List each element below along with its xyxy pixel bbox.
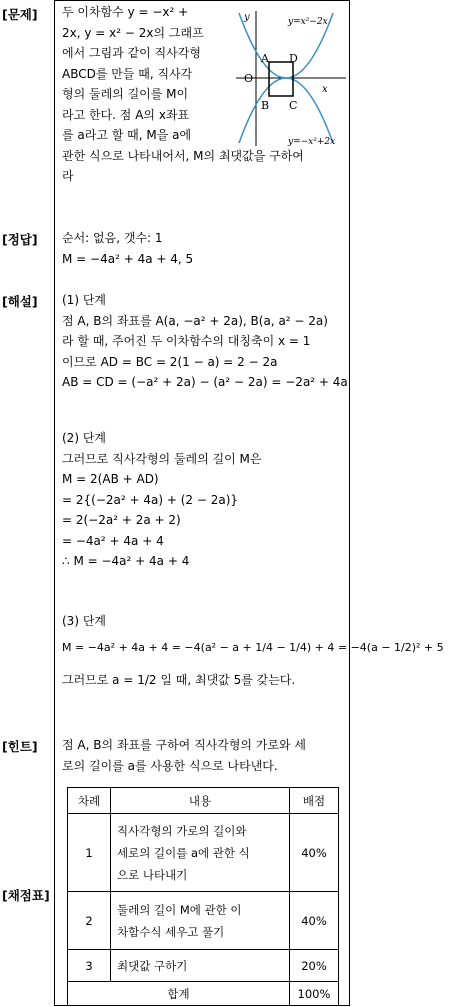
table-header: 차례 bbox=[68, 788, 111, 814]
point-a-label: A bbox=[261, 52, 269, 65]
solution-line: 점 A, B의 좌표를 A(a, −a² + 2a), B(a, a² − 2a) bbox=[62, 313, 328, 328]
content-line: 직사각형의 가로의 길이와 bbox=[117, 823, 247, 838]
row-number: 3 bbox=[68, 950, 111, 982]
solution-line: 그러므로 직사각형의 둘레의 길이 M은 bbox=[62, 451, 262, 466]
problem-line: 라고 한다. 점 A의 x좌표 bbox=[62, 107, 190, 122]
content-line: 차함수식 세우고 풀기 bbox=[117, 924, 225, 939]
solution-line: = −4a² + 4a + 4 bbox=[62, 533, 164, 548]
solution-step-3 bbox=[62, 611, 444, 691]
total-label: 합계 bbox=[68, 982, 290, 1006]
solution-step-2 bbox=[62, 428, 262, 572]
axis-y-label: y bbox=[244, 12, 250, 23]
label-rubric: [채점표] bbox=[2, 888, 50, 903]
solution-line: 그러므로 a = 1/2 일 때, 최댓값 5를 갖는다. bbox=[62, 673, 296, 687]
answer-line: 순서: 없음, 갯수: 1 bbox=[62, 231, 163, 245]
point-b-label: B bbox=[261, 99, 270, 112]
problem-line: 를 a라고 할 때, M을 a에 bbox=[62, 128, 192, 142]
row-content bbox=[111, 892, 290, 950]
eq-top-label: y=x²−2x bbox=[288, 17, 328, 27]
step-title: (2) 단계 bbox=[62, 431, 106, 445]
solution-line: = 2{(−2a² + 4a) + (2 − 2a)} bbox=[62, 492, 239, 507]
table-row bbox=[68, 892, 339, 950]
eq-bottom-label: y=−x²+2x bbox=[288, 137, 336, 147]
answer-text bbox=[62, 228, 193, 269]
parabola-graph bbox=[236, 8, 348, 148]
row-content bbox=[111, 814, 290, 892]
row-score: 20% bbox=[290, 950, 339, 982]
step-title: (1) 단계 bbox=[62, 293, 106, 307]
problem-line: 형의 둘레의 길이를 M이 bbox=[62, 87, 189, 101]
table-header-row bbox=[68, 788, 339, 814]
problem-line: 에서 그림과 같이 직사각형 bbox=[62, 46, 201, 60]
row-content bbox=[111, 950, 290, 982]
solution-line: = 2(−2a² + 2a + 2) bbox=[62, 513, 181, 527]
label-problem: [문제] bbox=[2, 7, 38, 22]
table-total-row bbox=[68, 982, 339, 1006]
hint-line: 점 A, B의 좌표를 구하여 직사각형의 가로와 세 bbox=[62, 738, 307, 752]
point-c-label: C bbox=[289, 99, 298, 112]
origin-label: O bbox=[244, 72, 254, 85]
row-score: 40% bbox=[290, 892, 339, 950]
content-line: 둘레의 길이 M에 관한 이 bbox=[117, 902, 242, 917]
content-line: 으로 나타내기 bbox=[117, 867, 188, 882]
axis-x-label: x bbox=[322, 84, 328, 95]
row-score: 40% bbox=[290, 814, 339, 892]
problem-line: ABCD를 만들 때, 직사각 bbox=[62, 66, 193, 81]
table-row bbox=[68, 814, 339, 892]
curve-downward bbox=[239, 78, 333, 143]
hint-text bbox=[62, 735, 306, 776]
hint-line: 로의 길이를 a를 사용한 식으로 나타낸다. bbox=[62, 758, 278, 773]
problem-line: 2x, y = x² − 2x의 그래프 bbox=[62, 25, 204, 40]
point-d-label: D bbox=[289, 52, 298, 65]
row-number: 2 bbox=[68, 892, 111, 950]
solution-line: AB = CD = (−a² + 2a) − (a² − 2a) = −2a² + 4a bbox=[62, 375, 348, 389]
content-line: 최댓값 구하기 bbox=[117, 958, 188, 973]
solution-line: 이므로 AD = BC = 2(1 − a) = 2 − 2a bbox=[62, 354, 278, 369]
problem-line: 두 이차함수 y = −x² + bbox=[62, 5, 189, 19]
table-header: 내용 bbox=[111, 788, 290, 814]
step-title: (3) 단계 bbox=[62, 614, 106, 628]
answer-line: M = −4a² + 4a + 4, 5 bbox=[62, 251, 194, 266]
label-hint: [힌트] bbox=[2, 739, 38, 754]
total-score: 100% bbox=[290, 982, 339, 1006]
label-solution: [해설] bbox=[2, 294, 38, 309]
row-number: 1 bbox=[68, 814, 111, 892]
solution-line: ∴ M = −4a² + 4a + 4 bbox=[62, 554, 190, 568]
solution-line: 라 할 때, 주어진 두 이차함수의 대칭축이 x = 1 bbox=[62, 334, 311, 348]
label-answer: [정답] bbox=[2, 232, 38, 247]
solution-line: M = −4a² + 4a + 4 = −4(a² − a + 1/4 − 1/4) + 4 = −4(a − 1/2)² + 5 bbox=[62, 640, 444, 654]
solution-line: M = 2(AB + AD) bbox=[62, 472, 159, 486]
table-row bbox=[68, 950, 339, 982]
rubric-table bbox=[67, 787, 339, 1006]
problem-line: 라 bbox=[62, 169, 74, 183]
problem-line: 관한 식으로 나타내어서, M의 최댓값을 구하여 bbox=[62, 148, 304, 163]
solution-step-1 bbox=[62, 290, 348, 393]
table-header: 배점 bbox=[290, 788, 339, 814]
content-line: 세로의 길이를 a에 관한 식 bbox=[117, 845, 250, 860]
